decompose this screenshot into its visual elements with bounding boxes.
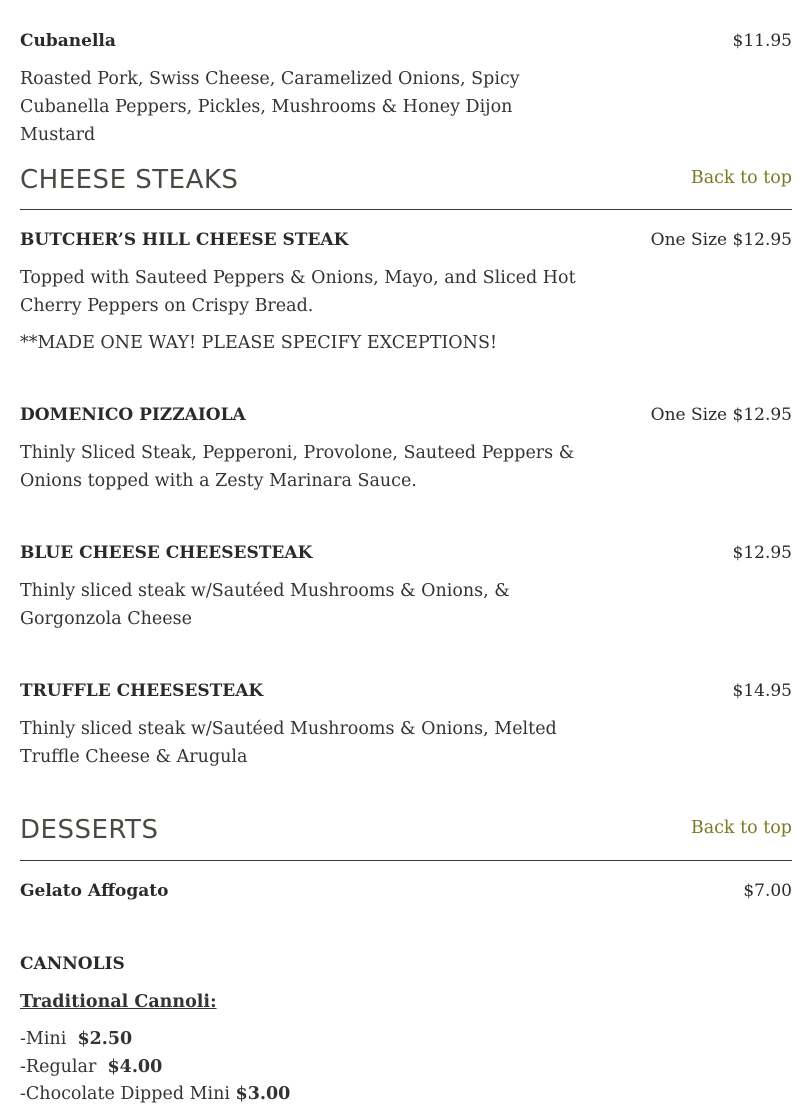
- section-divider: [20, 209, 792, 210]
- item-name: Cubanella: [20, 31, 116, 51]
- section-title-cheese-steaks: CHEESE STEAKS: [20, 165, 239, 195]
- item-description: Thinly sliced steak w/Sautéed Mushrooms & Onions, Melted Truffle Cheese & Arugula: [20, 719, 557, 767]
- section-divider: [20, 860, 792, 861]
- item-name: BLUE CHEESE CHEESESTEAK: [20, 543, 313, 563]
- item-price: $7.00: [743, 881, 792, 901]
- option-price: $3.00: [235, 1084, 291, 1104]
- section-title-desserts: DESSERTS: [20, 815, 159, 845]
- option-label: -Mini: [20, 1029, 67, 1049]
- subheading: Traditional Cannoli:: [20, 992, 217, 1012]
- option-label: -Chocolate Dipped Mini: [20, 1084, 230, 1104]
- back-to-top-link[interactable]: Back to top: [690, 168, 792, 188]
- option-row: [20, 1053, 620, 1081]
- item-description: Thinly sliced steak w/Sautéed Mushrooms & Onions, & Gorgonzola Cheese: [20, 581, 510, 629]
- item-note: **MADE ONE WAY! PLEASE SPECIFY EXCEPTIONS!: [20, 333, 497, 353]
- item-description: Topped with Sauteed Peppers & Onions, Mayo, and Sliced Hot Cherry Peppers on Crispy Bread.: [20, 268, 576, 316]
- item-description: Thinly Sliced Steak, Pepperoni, Provolone, Sauteed Peppers & Onions topped with a Zesty Marinara Sauce.: [20, 443, 575, 491]
- item-price: One Size $12.95: [650, 230, 792, 250]
- option-price: $2.50: [77, 1029, 133, 1049]
- item-name: CANNOLIS: [20, 954, 125, 974]
- option-row: [20, 1080, 620, 1108]
- option-label: -Regular: [20, 1057, 97, 1077]
- item-price: $14.95: [732, 681, 792, 701]
- item-name: BUTCHER’S HILL CHEESE STEAK: [20, 230, 349, 250]
- item-price: One Size $12.95: [650, 405, 792, 425]
- item-name: TRUFFLE CHEESESTEAK: [20, 681, 264, 701]
- item-description: Roasted Pork, Swiss Cheese, Caramelized Onions, Spicy Cubanella Peppers, Pickles, Mushrooms & Honey Dijon Mustard: [20, 69, 520, 145]
- item-name: Gelato Affogato: [20, 881, 169, 901]
- back-to-top-link[interactable]: Back to top: [690, 818, 792, 838]
- option-row: [20, 1025, 620, 1053]
- item-price: $12.95: [732, 543, 792, 563]
- item-name: DOMENICO PIZZAIOLA: [20, 405, 246, 425]
- item-price: $11.95: [732, 31, 792, 51]
- option-price: $4.00: [107, 1057, 163, 1077]
